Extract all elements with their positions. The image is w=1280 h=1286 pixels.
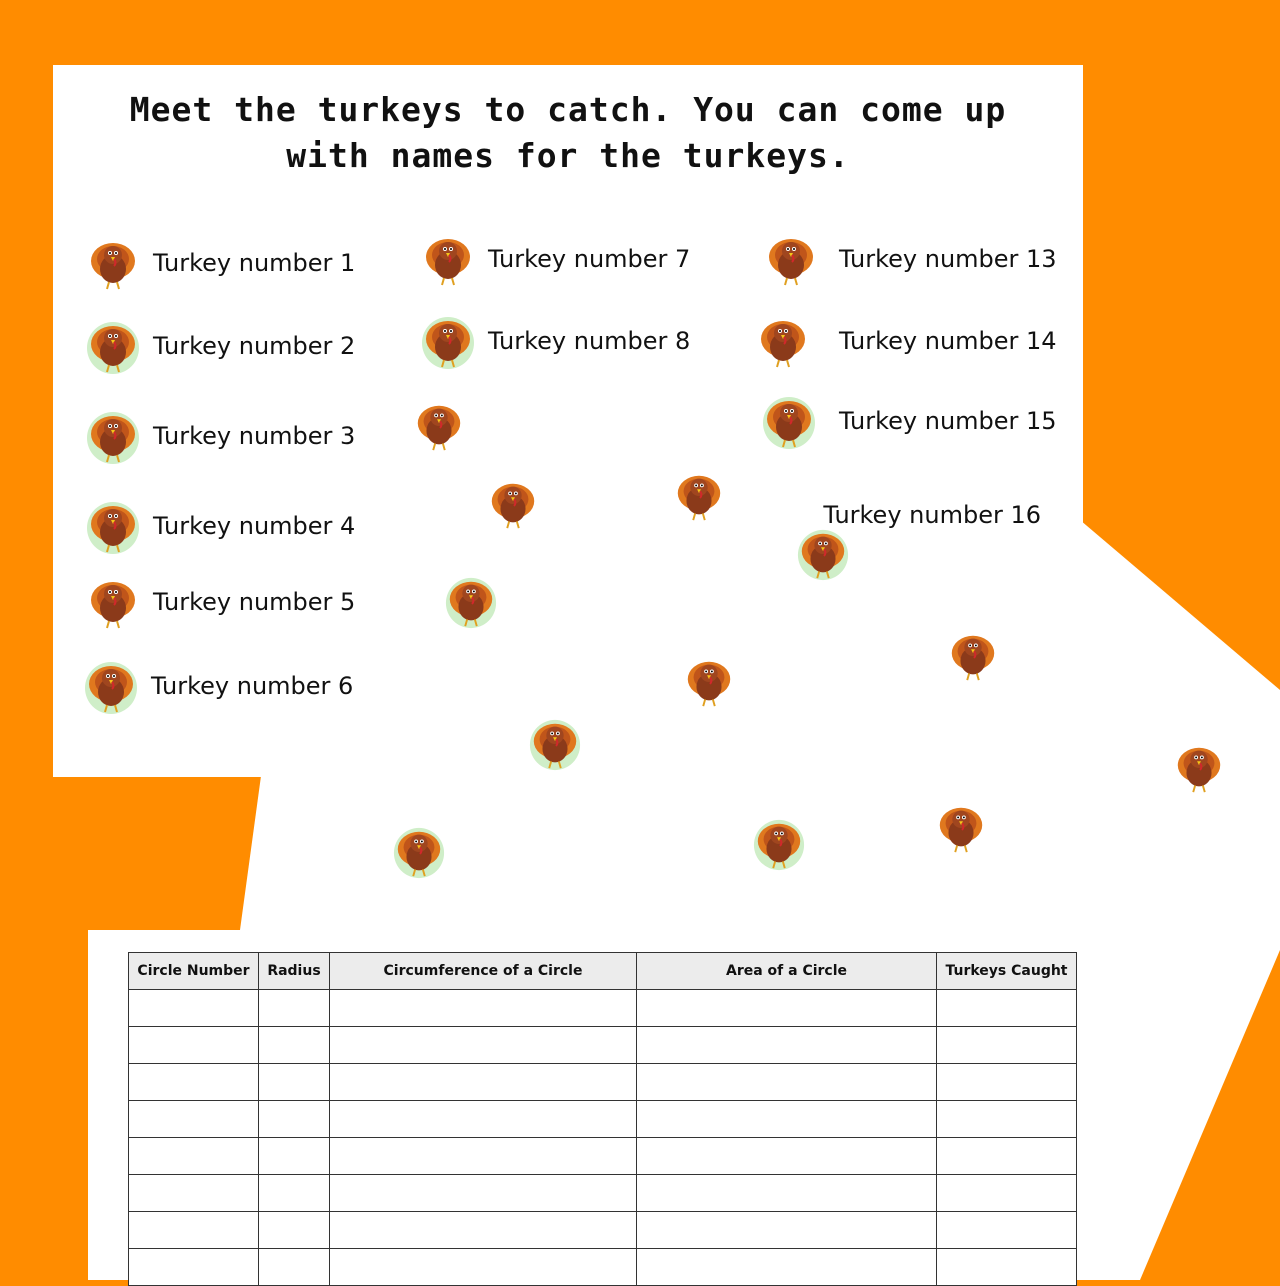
header-circumference: Circumference of a Circle [330,953,637,990]
turkey-icon [946,630,1000,684]
table-cell[interactable] [637,1027,937,1064]
chef-turkey-icon [761,395,817,451]
fan-tail-turkey-icon [763,233,819,289]
table-cell[interactable] [330,1064,637,1101]
page-title: Meet the turkeys to catch. You can come up with names for the turkeys. [129,90,1007,175]
table-row [129,1064,1077,1101]
header-turkeys-caught: Turkeys Caught [937,953,1077,990]
table-cell[interactable] [330,1212,637,1249]
table-cell[interactable] [937,1249,1077,1286]
table-cell[interactable] [330,1249,637,1286]
turkey-icon [752,818,806,872]
turkey-label: Turkey number 1 [153,249,356,277]
table-cell[interactable] [129,1249,259,1286]
turkey-label: Turkey number 4 [153,512,356,540]
purple-turkey-icon [85,576,141,632]
table-cell[interactable] [259,1175,330,1212]
table-cell[interactable] [937,1138,1077,1175]
turkey-icon [528,718,582,772]
turkey-icon [796,528,850,582]
brown-turkey-icon [85,237,141,293]
table-cell[interactable] [330,1027,637,1064]
table-cell[interactable] [937,990,1077,1027]
turkey-label: Turkey number 2 [153,332,356,360]
table-cell[interactable] [637,990,937,1027]
table-cell[interactable] [937,1212,1077,1249]
table-cell[interactable] [330,1101,637,1138]
table-cell[interactable] [330,990,637,1027]
table-header-row [129,953,1077,990]
table-cell[interactable] [259,990,330,1027]
nurse-turkey-icon [755,315,811,371]
circle-worksheet-table [128,952,1077,1286]
turkey-label: Turkey number 3 [153,422,356,450]
table-cell[interactable] [259,1138,330,1175]
header-circle-number: Circle Number [129,953,259,990]
table-cell[interactable] [129,1064,259,1101]
round-brown-turkey-icon [420,233,476,289]
table-cell[interactable] [937,1101,1077,1138]
table-cell[interactable] [129,1027,259,1064]
turkey-label: Turkey number 15 [839,407,1057,435]
turkey-label: Turkey number 7 [488,245,691,273]
table-cell[interactable] [129,990,259,1027]
table-row [129,1138,1077,1175]
turkey-label: Turkey number 5 [153,588,356,616]
table-cell[interactable] [637,1212,937,1249]
table-cell[interactable] [129,1175,259,1212]
turkey-list-page [53,65,1083,777]
turkey-icon [1172,742,1226,796]
table-cell[interactable] [637,1101,937,1138]
table-cell[interactable] [129,1212,259,1249]
turkey-label: Turkey number 13 [839,245,1057,273]
table-cell[interactable] [937,1175,1077,1212]
table-cell[interactable] [259,1212,330,1249]
table-row [129,1027,1077,1064]
grey-turkey-icon [83,660,139,716]
turkey-icon [934,802,988,856]
header-radius: Radius [259,953,330,990]
turkey-icon [412,400,466,454]
table-cell[interactable] [259,1064,330,1101]
turkey-label: Turkey number 6 [151,672,354,700]
baby-turkey-icon [420,315,476,371]
table-row [129,1101,1077,1138]
yellow-turkey-icon [85,320,141,376]
turkey-icon [682,656,736,710]
table-row [129,1175,1077,1212]
table-cell[interactable] [937,1027,1077,1064]
turkey-label: Turkey number 8 [488,327,691,355]
pilgrim-turkey-icon [85,410,141,466]
table-cell[interactable] [259,1101,330,1138]
turkey-icon [392,826,446,880]
table-row [129,1249,1077,1286]
turkey-icon [672,470,726,524]
table-cell[interactable] [129,1101,259,1138]
table-cell[interactable] [129,1138,259,1175]
turkey-icon [444,576,498,630]
table-cell[interactable] [637,1249,937,1286]
table-cell[interactable] [937,1064,1077,1101]
table-row [129,1212,1077,1249]
turkey-icon [486,478,540,532]
table-cell[interactable] [330,1138,637,1175]
table-cell[interactable] [330,1175,637,1212]
table-cell[interactable] [259,1027,330,1064]
turkey-label-16-partial: Turkey number 16 [823,501,1041,529]
pilgrim-hat-turkey-icon [85,500,141,556]
table-cell[interactable] [637,1064,937,1101]
table-cell[interactable] [637,1175,937,1212]
table-cell[interactable] [637,1138,937,1175]
header-area: Area of a Circle [637,953,937,990]
table-row [129,990,1077,1027]
table-cell[interactable] [259,1249,330,1286]
turkey-label: Turkey number 14 [839,327,1057,355]
